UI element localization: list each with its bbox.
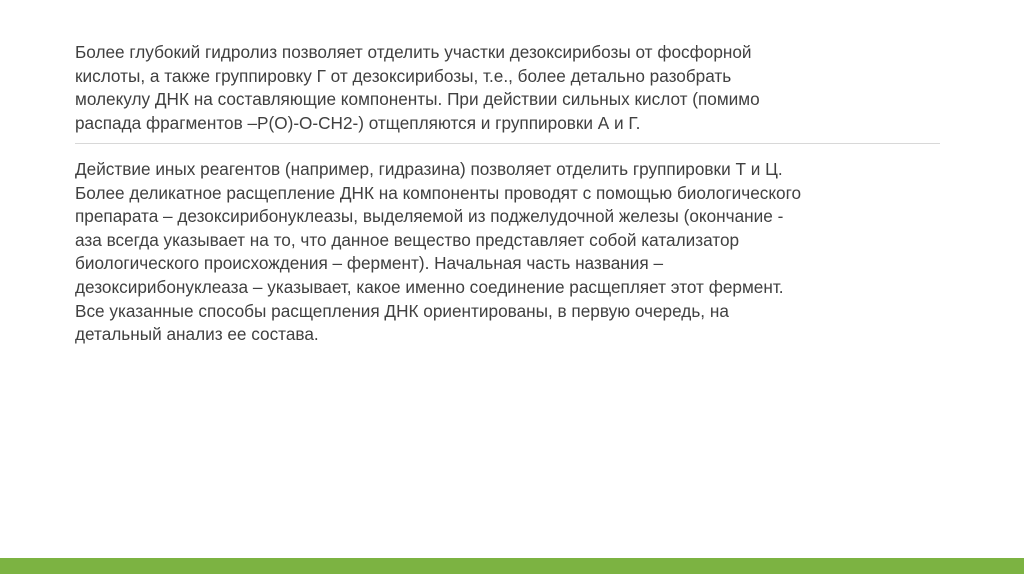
paragraph-1-line: распада фрагментов –Р(О)-О-СН2-) отщепляются и группировки А и Г. <box>75 112 641 133</box>
paragraph-2-line: Действие иных реагентов (например, гидразина) позволяет отделить группировки Т и Ц. <box>75 159 783 179</box>
paragraph-2-line: детальный анализ ее состава. <box>75 324 319 345</box>
paragraph-2-line: Более деликатное расщепление ДНК на компоненты проводят с помощью биологического <box>75 182 802 203</box>
paragraph-2-line: биологического происхождения – фермент). Начальная часть названия – <box>75 253 664 274</box>
paragraph-2-line: дезоксирибонуклеаза – указывает, какое именно соединение расщепляет этот фермент. <box>75 276 784 297</box>
paragraph-1-line: кислоты, а также группировку Г от дезоксирибозы, т.е., более детально разобрать <box>75 65 732 86</box>
paragraph-1 <box>75 41 955 135</box>
paragraph-2-line: препарата – дезоксирибонуклеазы, выделяемой из поджелудочной железы (окончание - <box>75 206 784 227</box>
section-divider <box>75 143 940 144</box>
paragraph-1-line: Более глубокий гидролиз позволяет отделить участки дезоксирибозы от фосфорной <box>75 42 752 62</box>
paragraph-2 <box>75 158 955 347</box>
paragraph-1-line: молекулу ДНК на составляющие компоненты. При действии сильных кислот (помимо <box>75 89 760 110</box>
paragraph-2-line: Все указанные способы расщепления ДНК ориентированы, в первую очередь, на <box>75 300 729 321</box>
accent-bar <box>0 558 1024 574</box>
paragraph-2-line: аза всегда указывает на то, что данное вещество представляет собой катализатор <box>75 229 740 250</box>
